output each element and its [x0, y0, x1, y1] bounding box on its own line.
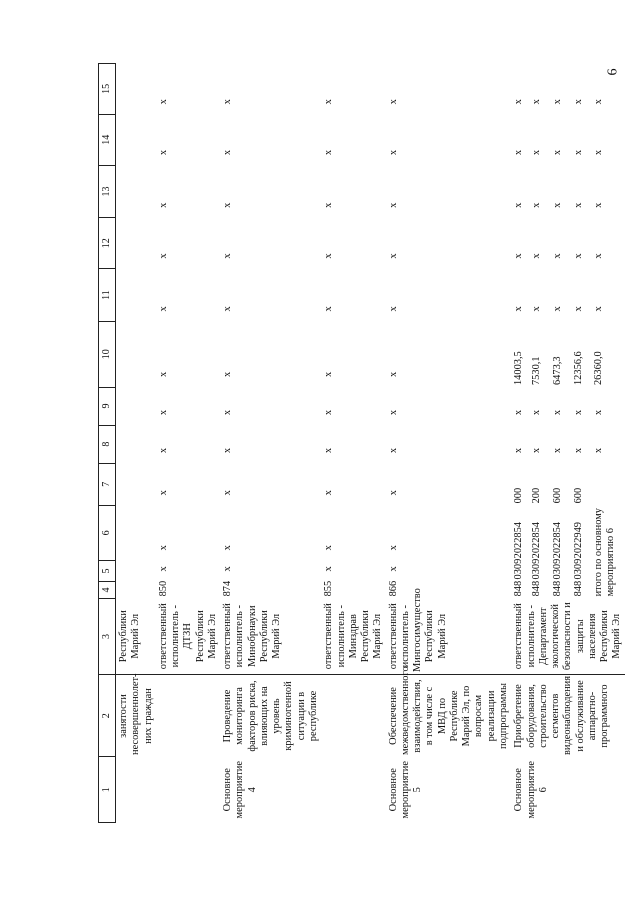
value-cell: x: [157, 149, 169, 156]
total-value-cell: x: [593, 202, 605, 208]
empty-cell: [116, 387, 156, 425]
table-body: [116, 64, 625, 823]
value-cell: x: [552, 149, 564, 156]
executor-cell: ответственный исполнитель - Минздрав Республики Марий Эл: [321, 598, 385, 674]
total-value-cell: x: [593, 253, 605, 259]
value-cell: x: [222, 545, 234, 551]
value-cell: x: [323, 566, 335, 572]
header-cell: 6: [99, 505, 116, 560]
empty-cell: [116, 269, 156, 322]
value-cell: x: [552, 447, 564, 454]
activity-description-cell: Приобретение оборудования, строительство сегментов видеонаблюдения и обслуживание аппаратно-программного: [513, 675, 611, 755]
value-cell: 848: [552, 580, 564, 597]
value-cell: x: [513, 202, 525, 208]
table-row: [156, 64, 220, 823]
value-cell: x: [387, 545, 399, 551]
value-cell: x: [552, 202, 564, 208]
value-cell: 0309: [531, 558, 543, 580]
value-cell: x: [222, 149, 234, 156]
value-cell: 600: [552, 487, 564, 504]
value-cell: 2022854: [552, 521, 564, 559]
value-cell: x: [157, 306, 169, 312]
header-cell: 9: [99, 387, 116, 425]
value-cell: x: [513, 149, 525, 156]
value-cell: x: [157, 447, 169, 454]
value-cell: x: [531, 253, 543, 259]
empty-cell: [116, 582, 156, 599]
header-cell: 4: [99, 582, 116, 599]
value-cell: x: [531, 149, 543, 156]
value-cell: 0309: [552, 558, 564, 580]
value-cell: x: [531, 447, 543, 454]
value-cell: x: [323, 306, 335, 312]
header-row: [99, 64, 116, 823]
value-cell: x: [513, 447, 525, 454]
value-cell: x: [387, 253, 399, 259]
value-cell: x: [531, 306, 543, 312]
header-cell: 11: [99, 269, 116, 322]
value-cell: x: [513, 306, 525, 312]
value-cell: x: [572, 202, 584, 208]
value-cell: x: [323, 99, 335, 105]
value-cell: 200: [531, 487, 543, 504]
value-cell: x: [157, 409, 169, 416]
value-cell: 848: [513, 580, 525, 597]
total-value-cell: x: [593, 149, 605, 156]
value-cell: x: [323, 545, 335, 551]
value-cell: 14003,5: [513, 351, 525, 386]
value-cell: x: [572, 409, 584, 416]
rotated-table-sheet: [98, 63, 623, 823]
header-cell: 2: [99, 675, 116, 757]
header-cell: 13: [99, 165, 116, 218]
value-cell: 850: [157, 580, 169, 597]
value-cell: 848: [531, 580, 543, 597]
header-cell: 10: [99, 321, 116, 387]
empty-cell: [116, 321, 156, 387]
activity-description-cell: [156, 675, 220, 757]
header-cell: 5: [99, 560, 116, 581]
total-value-cell: x: [593, 409, 605, 416]
empty-cell: [116, 165, 156, 218]
value-cell: x: [222, 490, 234, 496]
value-cell: x: [552, 409, 564, 416]
value-cell: 7530,1: [531, 356, 543, 386]
activity-name-cell: [156, 757, 220, 823]
value-cell: 0309: [513, 558, 525, 580]
value-cell: x: [222, 253, 234, 259]
header-cell: 14: [99, 114, 116, 165]
value-cell: 12356,6: [572, 351, 584, 386]
value-cell: 6473,3: [552, 356, 564, 386]
executor-cell: ответственный исполнитель - Департамент экологической безопасности и защиты населения Республики Марий Эл: [511, 598, 624, 674]
value-cell: x: [157, 545, 169, 551]
activity-name-cell: Основное мероприятие 5: [387, 761, 424, 819]
empty-cell: [116, 505, 156, 560]
value-cell: x: [552, 253, 564, 259]
empty-cell: [116, 64, 156, 115]
header-cell: 7: [99, 463, 116, 505]
value-cell: x: [387, 149, 399, 156]
value-cell: 600: [572, 487, 584, 504]
value-cell: x: [572, 149, 584, 156]
value-cell: x: [531, 202, 543, 208]
value-cell: x: [323, 149, 335, 156]
value-cell: x: [157, 371, 169, 378]
value-cell: x: [323, 447, 335, 454]
value-cell: x: [157, 253, 169, 259]
value-cell: 2022854: [513, 521, 525, 559]
value-cell: x: [552, 306, 564, 312]
value-cell: x: [222, 566, 234, 572]
value-cell: x: [572, 253, 584, 259]
value-cell: x: [222, 202, 234, 208]
value-cell: x: [387, 490, 399, 496]
value-cell: x: [157, 99, 169, 105]
total-label-cell: итого по основному мероприятию 6: [593, 508, 617, 597]
value-cell: x: [222, 371, 234, 378]
table-row: [321, 64, 385, 823]
executor-cell: Республики Марий Эл: [116, 598, 156, 674]
activity-description-cell: [321, 675, 385, 757]
activity-description-cell: Обеспечение межведомственного взаимодействия, в том числе с МВД по Республике Марий Эл, по вопросам реализации подпрограммы: [387, 666, 509, 755]
value-cell: x: [157, 490, 169, 496]
table-row: [511, 64, 528, 823]
value-cell: x: [222, 409, 234, 416]
value-cell: x: [323, 202, 335, 208]
total-value-cell: x: [593, 99, 605, 105]
value-cell: x: [323, 490, 335, 496]
executor-cell: ответственный исполнитель - ДТЗН Республики Марий Эл: [156, 598, 220, 674]
table-row: [386, 64, 512, 823]
program-table: [98, 63, 625, 823]
activity-name-cell: [321, 757, 385, 823]
value-cell: x: [323, 253, 335, 259]
value-cell: x: [157, 202, 169, 208]
executor-cell: ответственный исполнитель - Минобрнауки Республики Марий Эл: [220, 598, 321, 674]
empty-cell: [116, 114, 156, 165]
value-cell: x: [513, 409, 525, 416]
value-cell: x: [387, 371, 399, 378]
activity-name-cell: Основное мероприятие 4: [222, 761, 258, 819]
value-cell: x: [157, 566, 169, 572]
value-cell: x: [387, 447, 399, 454]
value-cell: x: [531, 409, 543, 416]
value-cell: x: [387, 99, 399, 105]
empty-cell: [116, 218, 156, 269]
empty-cell: [116, 463, 156, 505]
value-cell: 000: [513, 487, 525, 504]
value-cell: x: [572, 447, 584, 454]
header-cell: 15: [99, 64, 116, 115]
value-cell: 855: [323, 580, 335, 597]
value-cell: x: [513, 99, 525, 105]
value-cell: x: [387, 306, 399, 312]
activity-description-cell: Проведение мониторинга факторов риска, влияющих на уровень криминогенной ситуации в республике: [222, 680, 319, 752]
value-cell: 874: [222, 580, 234, 597]
value-cell: 2022949: [572, 521, 584, 559]
value-cell: 2022854: [531, 521, 543, 559]
header-cell: 12: [99, 218, 116, 269]
header-cell: 8: [99, 425, 116, 463]
value-cell: x: [387, 202, 399, 208]
value-cell: x: [531, 99, 543, 105]
value-cell: x: [222, 306, 234, 312]
page-number: 6: [605, 68, 621, 76]
header-cell: 1: [99, 757, 116, 823]
activity-name-cell: Основное мероприятие 6: [513, 761, 549, 819]
value-cell: 848: [572, 580, 584, 597]
value-cell: x: [323, 409, 335, 416]
table-row: [116, 64, 156, 823]
value-cell: x: [222, 447, 234, 454]
value-cell: 866: [387, 580, 399, 597]
empty-cell: [116, 560, 156, 581]
executor-cell: ответственный исполнитель - Мингосимущество Республики Марий Эл: [386, 598, 512, 674]
value-cell: 0309: [572, 558, 584, 580]
value-cell: x: [572, 99, 584, 105]
empty-cell: [116, 425, 156, 463]
activity-description-cell: занятости несовершеннолет-них граждан: [118, 673, 154, 755]
total-value-cell: x: [593, 306, 605, 312]
value-cell: x: [552, 99, 564, 105]
value-cell: x: [323, 371, 335, 378]
table-row: [220, 64, 321, 823]
total-value-cell: x: [593, 447, 605, 454]
value-cell: x: [572, 306, 584, 312]
total-value-cell: 26360,0: [593, 351, 605, 386]
activity-name-cell: [116, 757, 156, 823]
value-cell: x: [222, 99, 234, 105]
value-cell: x: [513, 253, 525, 259]
header-cell: 3: [99, 598, 116, 674]
value-cell: x: [387, 566, 399, 572]
value-cell: x: [387, 409, 399, 416]
